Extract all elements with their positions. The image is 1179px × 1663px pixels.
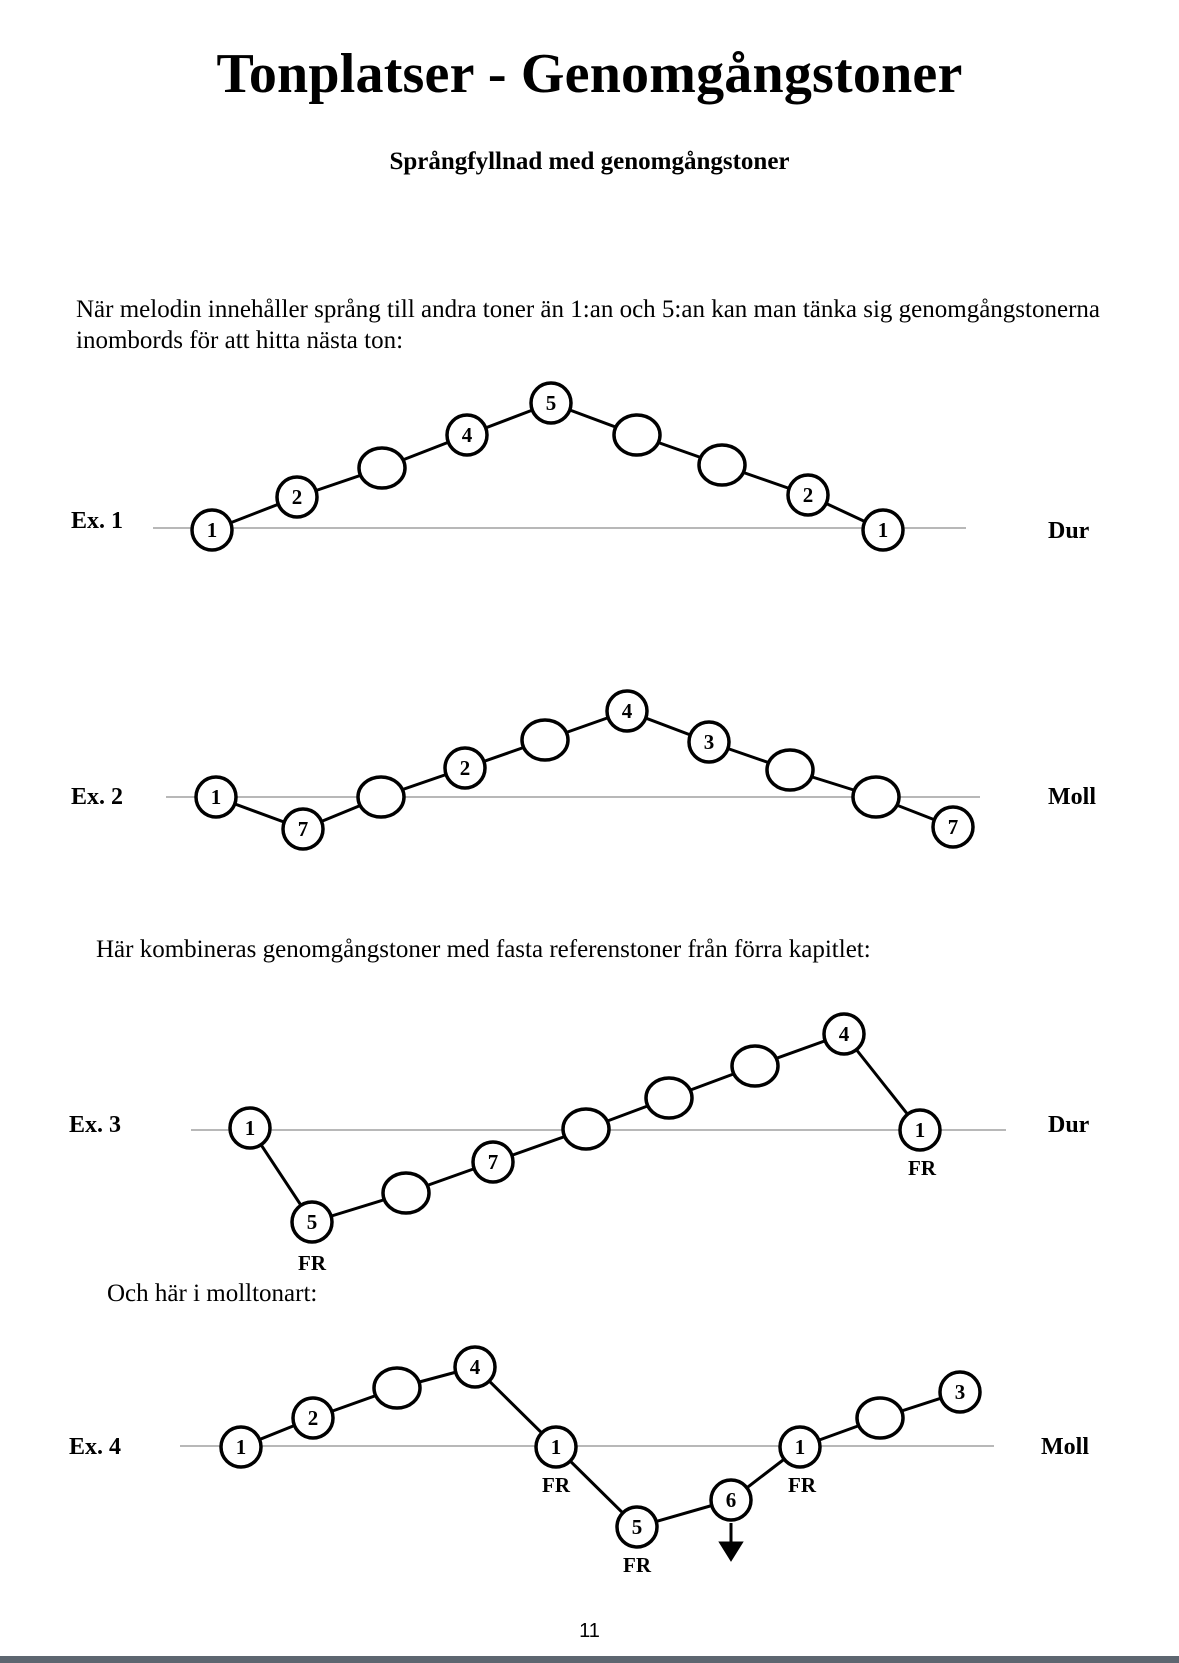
note-number: 1	[914, 1118, 926, 1142]
note-degree-1	[780, 1427, 820, 1467]
note-empty	[857, 1398, 903, 1438]
note-empty	[767, 750, 813, 790]
example-2-label: Ex. 2	[71, 784, 124, 810]
example-2-mode: Moll	[1048, 784, 1096, 810]
note-degree-7	[283, 809, 323, 849]
note-empty	[522, 720, 568, 760]
note-number: 1	[210, 785, 222, 809]
note-number: 2	[802, 483, 814, 507]
example-1-diagram	[153, 383, 966, 550]
note-empty	[383, 1173, 429, 1213]
example-3-mode: Dur	[1048, 1112, 1090, 1138]
note-degree-1	[196, 777, 236, 817]
note-number: 1	[794, 1435, 806, 1459]
note-empty	[614, 415, 660, 455]
note-degree-5	[292, 1202, 332, 1242]
intro-paragraph: När melodin innehåller språng till andra toner än 1:an och 5:an kan man tänka sig genomgångstonerna inombords för att hitta nästa ton:	[76, 296, 1100, 354]
note-number: 2	[291, 485, 303, 509]
example-1-label: Ex. 1	[71, 508, 124, 534]
note-empty	[732, 1046, 778, 1086]
combo-paragraph: Här kombineras genomgångstoner med fasta referenstoner från förra kapitlet:	[96, 936, 871, 963]
down-arrow-icon	[721, 1523, 741, 1559]
note-degree-5	[617, 1507, 657, 1547]
note-degree-7	[473, 1142, 513, 1182]
page-title: Tonplatser - Genomgångstoner	[216, 43, 963, 105]
note-empty	[359, 448, 405, 488]
note-degree-2	[788, 475, 828, 515]
fr-marker: FR	[623, 1553, 651, 1577]
example-1-mode: Dur	[1048, 518, 1090, 544]
note-degree-1	[536, 1427, 576, 1467]
example-4-diagram	[180, 1347, 994, 1577]
note-number: 4	[461, 423, 473, 447]
note-degree-1	[192, 510, 232, 550]
viewer-bottom-bar	[0, 1656, 1179, 1663]
note-empty	[853, 777, 899, 817]
note-number: 2	[459, 756, 471, 780]
minor-paragraph: Och här i molltonart:	[107, 1280, 318, 1307]
note-degree-3	[689, 722, 729, 762]
example-4-mode: Moll	[1041, 1434, 1089, 1460]
example-3-diagram	[191, 1014, 1006, 1275]
page-number: 11	[579, 1620, 600, 1642]
fr-marker: FR	[788, 1473, 816, 1497]
note-empty	[374, 1368, 420, 1408]
note-number: 6	[725, 1488, 737, 1512]
note-number: 5	[631, 1515, 643, 1539]
note-degree-5	[531, 383, 571, 423]
note-empty	[699, 445, 745, 485]
note-number: 1	[235, 1435, 247, 1459]
note-degree-1	[900, 1110, 940, 1150]
note-degree-4	[607, 691, 647, 731]
note-degree-2	[293, 1398, 333, 1438]
note-number: 7	[947, 815, 959, 839]
fr-marker: FR	[542, 1473, 570, 1497]
page-subtitle: Språngfyllnad med genomgångstoner	[389, 148, 790, 175]
note-number: 5	[545, 391, 557, 415]
note-empty	[646, 1078, 692, 1118]
example-2-diagram	[166, 691, 980, 849]
note-number: 1	[550, 1435, 562, 1459]
note-number: 1	[877, 518, 889, 542]
note-number: 1	[206, 518, 218, 542]
melody-line	[216, 711, 953, 829]
example-3-label: Ex. 3	[69, 1112, 122, 1138]
note-number: 7	[297, 817, 309, 841]
note-number: 5	[306, 1210, 318, 1234]
note-degree-1	[863, 510, 903, 550]
note-number: 2	[307, 1406, 319, 1430]
note-number: 1	[244, 1116, 256, 1140]
note-degree-6	[711, 1480, 751, 1520]
note-degree-4	[824, 1014, 864, 1054]
note-degree-7	[933, 807, 973, 847]
note-degree-2	[445, 748, 485, 788]
note-number: 3	[954, 1380, 966, 1404]
fr-marker: FR	[298, 1251, 326, 1275]
note-degree-4	[447, 415, 487, 455]
note-number: 7	[487, 1150, 499, 1174]
note-degree-1	[230, 1108, 270, 1148]
example-4-label: Ex. 4	[69, 1434, 122, 1460]
note-degree-1	[221, 1427, 261, 1467]
fr-marker: FR	[908, 1156, 936, 1180]
note-degree-3	[940, 1372, 980, 1412]
note-empty	[563, 1109, 609, 1149]
note-number: 4	[469, 1355, 481, 1379]
note-number: 3	[703, 730, 715, 754]
note-degree-2	[277, 477, 317, 517]
note-degree-4	[455, 1347, 495, 1387]
note-number: 4	[838, 1022, 850, 1046]
note-number: 4	[621, 699, 633, 723]
note-empty	[358, 777, 404, 817]
